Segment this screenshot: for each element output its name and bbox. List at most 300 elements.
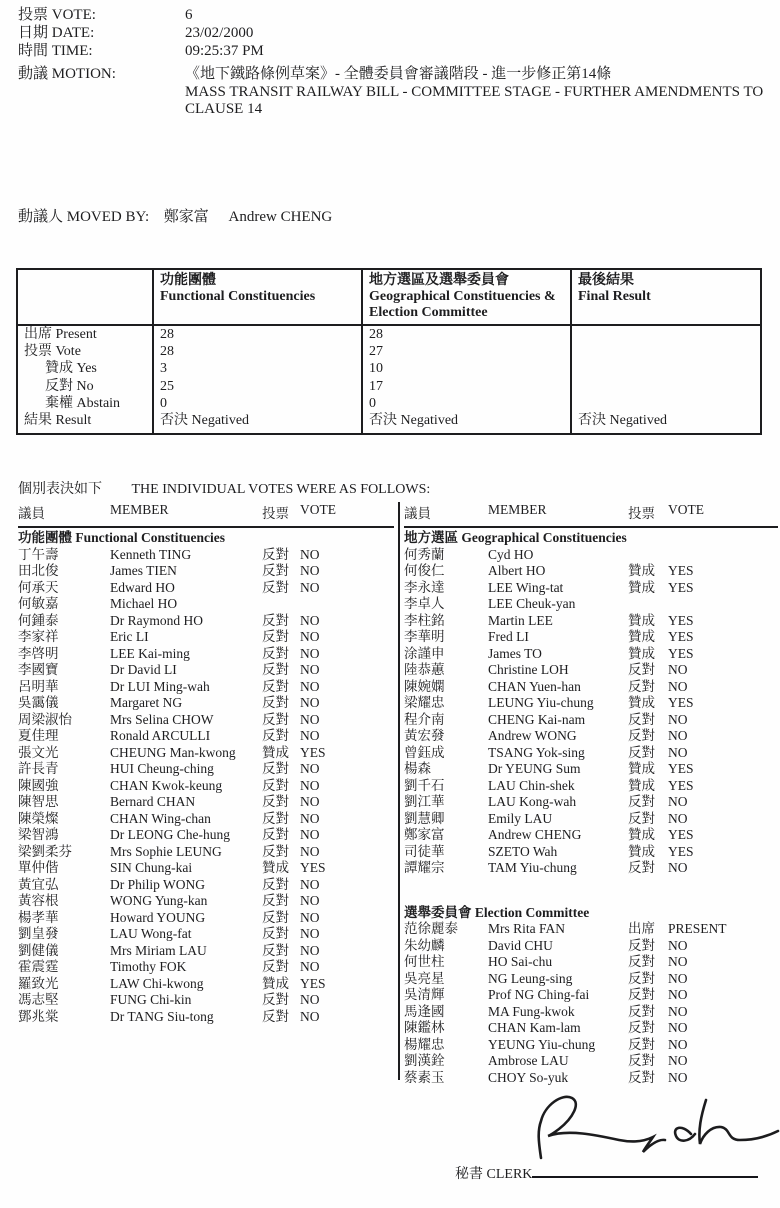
member-vote-en: YES <box>668 827 694 842</box>
member-vote-en: NO <box>668 1036 688 1052</box>
member-name-en: Dr David LI <box>110 662 177 677</box>
member-vote-en: YES <box>668 777 694 793</box>
summary-functional-value: 28 <box>152 326 361 343</box>
member-vote-zh <box>628 547 668 564</box>
member-name-zh: 陳榮燦 <box>18 810 59 826</box>
member-name-zh: 譚耀宗 <box>404 860 445 875</box>
summary-row <box>18 412 760 433</box>
member-row <box>404 761 778 778</box>
member-name-en: LEE Kai-ming <box>110 645 190 661</box>
member-name-zh: 田北俊 <box>18 563 59 578</box>
member-name-en: MA Fung-kwok <box>488 1003 575 1019</box>
member-name-zh: 呂明華 <box>18 678 59 694</box>
member-row <box>18 695 394 712</box>
member-row <box>18 662 394 679</box>
clerk-block <box>455 1163 758 1183</box>
member-name-en: Mrs Rita FAN <box>488 921 566 936</box>
member-name-en: Mrs Miriam LAU <box>110 942 207 958</box>
summary-functional-value: 28 <box>152 343 361 360</box>
member-name-en: LEE Cheuk-yan <box>488 596 576 611</box>
member-name-en: Emily LAU <box>488 810 553 826</box>
member-vote-zh: 反對 <box>262 959 289 974</box>
member-vote-zh: 反對 <box>262 695 289 710</box>
member-name-zh: 黃容根 <box>18 893 59 908</box>
member-vote-en: NO <box>300 563 320 578</box>
member-vote-zh: 贊成 <box>628 563 655 578</box>
member-row <box>18 893 394 910</box>
summary-header-row <box>18 270 760 326</box>
member-name-en: Fred LI <box>488 629 529 644</box>
member-name-zh: 劉千石 <box>404 777 445 793</box>
member-row <box>18 910 394 927</box>
mover-name-zh: 鄭家富 <box>163 209 209 225</box>
meta-value: 23/02/2000 <box>185 25 254 41</box>
member-row <box>404 1037 778 1054</box>
member-vote-en: NO <box>300 612 320 628</box>
member-vote-en: YES <box>668 761 694 776</box>
member-name-zh: 李永達 <box>404 579 445 595</box>
member-row <box>404 794 778 811</box>
member-name-en: Eric LI <box>110 629 149 644</box>
member-name-en: Albert HO <box>488 563 546 578</box>
header-vote-zh: 投票 <box>628 506 655 521</box>
member-vote-en: NO <box>300 695 320 710</box>
member-name-zh: 陸恭蕙 <box>404 662 445 677</box>
member-vote-zh: 反對 <box>628 728 655 743</box>
votes-column-header <box>404 502 778 528</box>
member-name-en: Cyd HO <box>488 546 534 562</box>
member-name-zh: 霍震霆 <box>18 959 59 974</box>
member-name-en: James TO <box>488 645 542 661</box>
member-row <box>18 580 394 597</box>
member-row <box>404 1020 778 1037</box>
member-row <box>18 761 394 778</box>
member-vote-zh: 反對 <box>262 645 289 661</box>
member-name-en: NG Leung-sing <box>488 970 573 986</box>
member-vote-en: YES <box>668 579 694 595</box>
meta-label: 投票 VOTE: <box>18 7 96 23</box>
member-row <box>18 563 394 580</box>
member-name-zh: 何鍾泰 <box>18 612 59 628</box>
clerk-label: 秘書 CLERK <box>455 1167 533 1182</box>
member-row <box>404 971 778 988</box>
member-vote-en: NO <box>668 987 688 1002</box>
summary-header-blank <box>18 270 152 324</box>
member-row <box>404 662 778 679</box>
member-vote-zh: 贊成 <box>628 579 655 595</box>
member-vote-zh: 反對 <box>262 876 289 892</box>
member-row <box>18 596 394 613</box>
member-vote-zh: 反對 <box>262 612 289 628</box>
member-name-zh: 單仲偕 <box>18 860 59 875</box>
member-vote-zh: 贊成 <box>628 629 655 644</box>
member-name-en: LEE Wing-tat <box>488 579 564 595</box>
member-name-en: CHAN Kwok-keung <box>110 777 223 793</box>
member-vote-zh: 反對 <box>262 662 289 677</box>
member-vote-zh: 反對 <box>262 810 289 826</box>
member-vote-en: NO <box>300 546 320 562</box>
member-row <box>18 926 394 943</box>
meta-block <box>18 6 264 60</box>
member-vote-en: NO <box>668 662 688 677</box>
member-row <box>18 860 394 877</box>
member-name-zh: 陳鑑林 <box>404 1020 445 1035</box>
member-vote-en: YES <box>300 975 326 991</box>
member-vote-zh: 反對 <box>628 1020 655 1035</box>
member-name-zh: 劉江華 <box>404 794 445 809</box>
member-row <box>404 827 778 844</box>
motion-title-en: MASS TRANSIT RAILWAY BILL - COMMITTEE STAGE - FURTHER AMENDMENTS TO CLAUSE 14 <box>185 83 764 117</box>
member-vote-en: YES <box>668 645 694 661</box>
member-vote-en: NO <box>668 1069 688 1085</box>
member-name-zh: 何俊仁 <box>404 563 445 578</box>
member-vote-en <box>668 547 778 564</box>
moved-by-label: 動議人 MOVED BY: <box>18 209 150 225</box>
member-name-zh: 陳婉嫻 <box>404 678 445 694</box>
member-row <box>404 629 778 646</box>
member-name-en: CHAN Wing-chan <box>110 810 211 826</box>
summary-row <box>18 360 760 377</box>
member-name-en: Bernard CHAN <box>110 794 196 809</box>
summary-geographical-value: 28 <box>361 326 570 343</box>
member-name-en: SIN Chung-kai <box>110 860 193 875</box>
member-name-zh: 丁午壽 <box>18 546 59 562</box>
member-vote-zh: 反對 <box>262 728 289 743</box>
member-name-zh: 鄧兆棠 <box>18 1008 59 1024</box>
member-vote-en: NO <box>300 761 320 776</box>
member-row <box>404 938 778 955</box>
functional-members-list <box>18 547 394 1026</box>
member-name-zh: 楊孝華 <box>18 909 59 925</box>
member-vote-en: NO <box>300 843 320 859</box>
member-row <box>404 811 778 828</box>
member-name-zh: 劉慧卿 <box>404 810 445 826</box>
meta-row <box>18 24 264 42</box>
member-vote-en: NO <box>300 876 320 892</box>
member-vote-en: NO <box>300 959 320 974</box>
member-vote-en: YES <box>668 629 694 644</box>
member-vote-zh: 反對 <box>628 810 655 826</box>
member-vote-en: NO <box>300 711 320 727</box>
member-row <box>18 629 394 646</box>
member-row <box>18 646 394 663</box>
member-vote-zh: 贊成 <box>628 777 655 793</box>
member-name-en: LAU Chin-shek <box>488 777 575 793</box>
header-vote-en: VOTE <box>300 502 336 517</box>
member-name-en: Dr LUI Ming-wah <box>110 678 210 694</box>
member-row <box>404 695 778 712</box>
member-vote-en: YES <box>668 695 694 710</box>
member-row <box>18 992 394 1009</box>
member-vote-en: NO <box>668 1003 688 1019</box>
member-name-zh: 陳國強 <box>18 777 59 793</box>
member-row <box>18 547 394 564</box>
member-vote-en: NO <box>668 810 688 826</box>
section-gap <box>404 877 778 903</box>
member-vote-zh: 反對 <box>262 678 289 694</box>
member-name-zh: 夏佳理 <box>18 728 59 743</box>
member-name-en: CHEUNG Man-kwong <box>110 744 236 760</box>
member-vote-zh: 反對 <box>262 909 289 925</box>
section-title-geographical: 地方選區 Geographical Constituencies <box>404 530 627 545</box>
member-vote-zh: 贊成 <box>628 695 655 710</box>
summary-row-label: 贊成 Yes <box>24 361 97 377</box>
member-name-zh: 黃宏發 <box>404 728 445 743</box>
member-vote-zh: 反對 <box>262 777 289 793</box>
member-name-en: WONG Yung-kan <box>110 893 208 908</box>
member-row <box>18 811 394 828</box>
member-vote-zh: 反對 <box>628 860 655 875</box>
moved-by-block <box>18 205 332 226</box>
member-vote-zh: 反對 <box>628 1003 655 1019</box>
member-vote-zh: 反對 <box>262 579 289 595</box>
individual-votes-heading <box>18 478 430 498</box>
member-row <box>18 943 394 960</box>
member-name-en: Mrs Sophie LEUNG <box>110 843 222 859</box>
member-vote-en: NO <box>300 777 320 793</box>
member-vote-en: PRESENT <box>668 921 727 936</box>
summary-final-value <box>570 326 760 343</box>
member-name-en: Dr LEONG Che-hung <box>110 827 230 842</box>
summary-geographical-value: 17 <box>361 378 570 395</box>
member-name-en: Margaret NG <box>110 695 183 710</box>
member-row <box>404 987 778 1004</box>
summary-functional-value: 0 <box>152 395 361 412</box>
summary-final-value: 否決 Negatived <box>570 412 760 433</box>
member-vote-en: YES <box>668 612 694 628</box>
meta-label: 日期 DATE: <box>18 25 95 41</box>
member-row <box>18 679 394 696</box>
member-name-en: FUNG Chi-kin <box>110 992 192 1007</box>
geographical-votes-column <box>404 502 778 1086</box>
member-vote-zh: 反對 <box>262 942 289 958</box>
member-row <box>404 954 778 971</box>
member-vote-zh: 反對 <box>262 893 289 908</box>
member-vote-en: NO <box>668 678 688 694</box>
member-vote-en: YES <box>300 860 326 875</box>
summary-final-value <box>570 343 760 360</box>
member-name-en: TAM Yiu-chung <box>488 860 577 875</box>
member-vote-en: NO <box>668 1053 688 1068</box>
summary-geographical-value: 10 <box>361 360 570 377</box>
member-vote-zh: 贊成 <box>628 645 655 661</box>
member-vote-zh: 反對 <box>262 843 289 859</box>
member-name-zh: 劉健儀 <box>18 942 59 958</box>
member-vote-en: NO <box>668 860 688 875</box>
member-vote-zh: 反對 <box>628 987 655 1002</box>
summary-row-label: 投票 Vote <box>24 344 81 360</box>
member-row <box>404 860 778 877</box>
member-name-zh: 馮志堅 <box>18 992 59 1007</box>
member-name-en: Dr Raymond HO <box>110 612 203 628</box>
member-name-en: HUI Cheung-ching <box>110 761 214 776</box>
member-row <box>18 728 394 745</box>
header-member-zh: 議員 <box>404 506 431 521</box>
meta-label: 時間 TIME: <box>18 43 93 59</box>
summary-table <box>16 268 762 435</box>
member-vote-zh: 反對 <box>628 662 655 677</box>
member-vote-zh: 反對 <box>262 794 289 809</box>
section-title-functional: 功能團體 Functional Constituencies <box>18 530 226 545</box>
member-name-en: HO Sai-chu <box>488 954 553 969</box>
member-vote-zh: 反對 <box>628 1036 655 1052</box>
member-vote-en: NO <box>300 893 320 908</box>
member-name-zh: 蔡素玉 <box>404 1069 445 1085</box>
member-name-zh: 黃宜弘 <box>18 876 59 892</box>
summary-final-value <box>570 378 760 395</box>
member-name-zh: 涂謹申 <box>404 645 445 661</box>
member-name-en: James TIEN <box>110 563 177 578</box>
summary-row <box>18 378 760 395</box>
member-name-en: Ambrose LAU <box>488 1053 569 1068</box>
member-name-en: Andrew CHENG <box>488 827 582 842</box>
summary-final-value <box>570 360 760 377</box>
member-vote-en <box>300 596 394 613</box>
member-name-zh: 李柱銘 <box>404 612 445 628</box>
member-row <box>404 580 778 597</box>
member-name-zh: 馬逢國 <box>404 1003 445 1019</box>
member-row <box>404 921 778 938</box>
member-name-zh: 梁智鴻 <box>18 827 59 842</box>
member-name-zh: 李啓明 <box>18 645 59 661</box>
member-name-zh: 楊森 <box>404 761 431 776</box>
section-title-election-committee: 選舉委員會 Election Committee <box>404 904 590 920</box>
member-name-zh: 朱幼麟 <box>404 937 445 953</box>
member-vote-en: NO <box>300 645 320 661</box>
member-vote-zh: 反對 <box>628 711 655 727</box>
member-name-en: LAU Kong-wah <box>488 794 577 809</box>
clerk-signature <box>528 1092 780 1164</box>
summary-header-functional: 功能團體 Functional Constituencies <box>152 270 361 324</box>
member-vote-zh: 反對 <box>262 761 289 776</box>
motion-label: 動議 MOTION: <box>18 66 116 82</box>
summary-geographical-value: 0 <box>361 395 570 412</box>
member-name-zh: 羅致光 <box>18 975 59 991</box>
summary-row <box>18 343 760 360</box>
member-vote-zh: 反對 <box>628 937 655 953</box>
member-row <box>18 794 394 811</box>
header-vote-en: VOTE <box>668 502 704 517</box>
member-name-en: Dr TANG Siu-tong <box>110 1008 214 1024</box>
member-vote-zh: 反對 <box>628 744 655 760</box>
member-vote-zh: 贊成 <box>262 744 289 760</box>
member-row <box>404 679 778 696</box>
member-vote-zh: 贊成 <box>628 827 655 842</box>
member-name-zh: 楊耀忠 <box>404 1036 445 1052</box>
member-vote-en: NO <box>300 909 320 925</box>
member-row <box>404 547 778 564</box>
election-committee-members-list <box>404 921 778 1086</box>
member-vote-zh: 贊成 <box>628 761 655 776</box>
member-row <box>18 959 394 976</box>
clerk-signature-line <box>532 1165 758 1178</box>
member-name-zh: 劉漢銓 <box>404 1053 445 1068</box>
member-name-zh: 梁劉柔芬 <box>18 843 72 859</box>
meta-row <box>18 6 264 24</box>
member-name-zh: 李卓人 <box>404 596 445 611</box>
member-vote-zh: 反對 <box>628 1053 655 1068</box>
member-name-zh: 李華明 <box>404 629 445 644</box>
member-vote-zh: 反對 <box>262 629 289 644</box>
member-vote-zh: 反對 <box>262 827 289 842</box>
summary-body <box>18 326 760 433</box>
member-vote-en: NO <box>668 744 688 760</box>
member-name-en: Timothy FOK <box>110 959 187 974</box>
summary-row-label: 反對 No <box>24 378 94 394</box>
member-name-en: Michael HO <box>110 596 178 611</box>
member-name-en: LAU Wong-fat <box>110 926 192 941</box>
member-vote-en: NO <box>300 629 320 644</box>
member-name-zh: 范徐麗泰 <box>404 921 458 936</box>
member-row <box>404 1070 778 1087</box>
member-row <box>404 1053 778 1070</box>
member-vote-en <box>668 596 778 613</box>
member-row <box>404 778 778 795</box>
member-name-en: LEUNG Yiu-chung <box>488 695 594 710</box>
member-name-en: SZETO Wah <box>488 843 558 859</box>
summary-row <box>18 326 760 343</box>
member-vote-en: NO <box>668 970 688 986</box>
member-row <box>404 1004 778 1021</box>
votes-column-header <box>18 502 394 528</box>
member-vote-en: NO <box>300 1008 320 1024</box>
header-member-en: MEMBER <box>488 502 547 517</box>
member-name-zh: 何承天 <box>18 579 59 595</box>
member-vote-zh: 反對 <box>262 563 289 578</box>
member-name-zh: 張文光 <box>18 744 59 760</box>
motion-block <box>18 66 775 119</box>
member-vote-en: NO <box>668 954 688 969</box>
member-vote-en: NO <box>668 711 688 727</box>
member-name-zh: 何敏嘉 <box>18 596 59 611</box>
member-vote-en: NO <box>300 662 320 677</box>
member-vote-en: NO <box>300 579 320 595</box>
motion-title-zh: 《地下鐵路條例草案》- 全體委員會審議階段 - 進一步修正第14條 <box>185 66 612 82</box>
summary-row <box>18 395 760 412</box>
member-row <box>18 613 394 630</box>
member-vote-zh: 出席 <box>628 921 655 936</box>
member-row <box>404 596 778 613</box>
member-name-zh: 鄭家富 <box>404 827 445 842</box>
member-name-en: Andrew WONG <box>488 728 577 743</box>
member-name-zh: 李家祥 <box>18 629 59 644</box>
member-vote-en: NO <box>300 926 320 941</box>
member-vote-zh <box>628 596 668 613</box>
member-name-en: CHENG Kai-nam <box>488 711 586 727</box>
member-vote-en: YES <box>668 563 694 578</box>
member-name-en: David CHU <box>488 937 553 953</box>
member-name-en: TSANG Yok-sing <box>488 744 585 760</box>
member-name-en: Ronald ARCULLI <box>110 728 211 743</box>
member-vote-en: YES <box>300 744 326 760</box>
member-vote-en: NO <box>668 794 688 809</box>
member-vote-zh: 反對 <box>628 678 655 694</box>
member-name-zh: 司徒華 <box>404 843 445 859</box>
member-vote-zh: 贊成 <box>628 612 655 628</box>
member-name-zh: 曾鈺成 <box>404 744 445 760</box>
member-row <box>18 778 394 795</box>
member-name-zh: 劉皇發 <box>18 926 59 941</box>
meta-value: 09:25:37 PM <box>185 43 264 59</box>
member-vote-en: NO <box>668 728 688 743</box>
member-vote-en: NO <box>668 1020 688 1035</box>
member-vote-en: NO <box>300 678 320 694</box>
member-name-en: Edward HO <box>110 579 175 595</box>
member-name-zh: 程介南 <box>404 711 445 727</box>
summary-header-final: 最後結果 Final Result <box>570 270 760 324</box>
column-divider <box>398 502 400 1080</box>
member-name-en: LAW Chi-kwong <box>110 975 204 991</box>
